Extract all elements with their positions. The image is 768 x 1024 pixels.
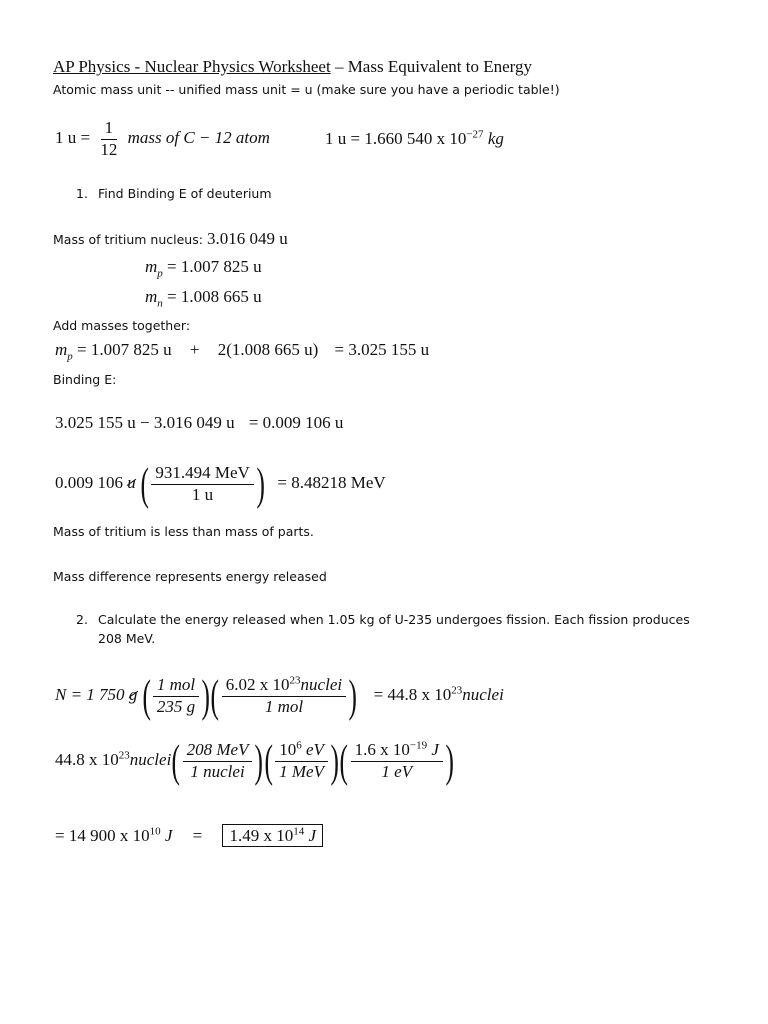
amu-value-exp: −27 [466, 128, 484, 141]
n-result-b: nuclei [462, 684, 504, 704]
q2-text-line1: Calculate the energy released when 1.05 kg of U-235 undergoes fission. Each fission produces [98, 612, 690, 627]
n-f2-num-exp: 23 [289, 674, 301, 687]
note-2: Mass difference represents energy released [53, 569, 327, 584]
right-paren: ) [201, 670, 211, 721]
e-fraction-1 [183, 741, 253, 781]
conv-result: = 8.48218 MeV [277, 472, 386, 492]
q1-heading [76, 186, 272, 201]
amu-frac-den: 12 [100, 139, 118, 159]
final-box-a: 1.49 x 10 [229, 826, 294, 845]
mp-sub: p [157, 267, 163, 280]
e-f2-num-a: 10 [279, 739, 297, 759]
sum-mp-sub: p [67, 350, 73, 363]
mn-value: = 1.008 665 u [162, 287, 262, 306]
sum-result: = 3.025 155 u [334, 340, 430, 359]
left-paren: ( [210, 670, 220, 721]
final-box-exp: 14 [293, 825, 305, 838]
n-result-a: = 44.8 x 10 [373, 684, 452, 704]
conv-num: 931.494 MeV [151, 464, 253, 485]
mp-value: = 1.007 825 u [162, 257, 262, 276]
n-f2-num-b: nuclei [300, 674, 343, 694]
conversion-line [55, 458, 386, 509]
e-f2-num-b: eV [301, 739, 324, 759]
n-lhs: N = 1 750 [55, 684, 125, 704]
final-a: = 14 900 x 10 [55, 826, 150, 845]
energy-line [55, 735, 454, 786]
left-paren: ( [339, 735, 349, 786]
final-exp: 10 [149, 825, 161, 838]
amu-rest: mass of C − 12 atom [127, 128, 270, 148]
sum-mp-symbol: m [55, 340, 68, 359]
q2-heading [76, 612, 690, 627]
amu-fraction [96, 119, 121, 159]
right-paren: ) [348, 670, 357, 721]
left-paren: ( [140, 458, 149, 509]
e-f1-den: 1 nuclei [190, 761, 245, 781]
mn-line [145, 287, 262, 310]
tritium-mass: 3.016 049 u [206, 229, 288, 248]
add-masses-label: Add masses together: [53, 318, 191, 333]
amu-value-lhs: 1 u = 1.660 540 x 10 [325, 129, 467, 148]
q2-number: 2. [76, 612, 88, 627]
mp-symbol: m [145, 257, 158, 276]
sum-line [55, 340, 430, 363]
subtitle: Atomic mass unit -- unified mass unit = u (make sure you have a periodic table!) [53, 82, 560, 97]
difference-equation: 3.025 155 u − 3.016 049 u [55, 413, 235, 432]
e-f2-num-exp: 6 [296, 739, 302, 752]
final-box-b: J [304, 826, 317, 845]
right-paren: ) [445, 735, 454, 786]
tritium-mass-line [53, 229, 288, 249]
final-equals: = [192, 826, 203, 845]
n-f2-num-a: 6.02 x 10 [225, 674, 290, 694]
left-paren: ( [142, 670, 151, 721]
right-paren: ) [254, 735, 264, 786]
e-lhs-exp: 23 [118, 749, 130, 762]
left-paren: ( [264, 735, 273, 786]
sum-plus: + [189, 340, 200, 359]
mn-symbol: m [145, 287, 158, 306]
binding-label: Binding E: [53, 372, 117, 387]
page-title [53, 57, 532, 77]
note-1: Mass of tritium is less than mass of parts. [53, 524, 314, 539]
difference-result: = 0.009 106 u [248, 413, 344, 432]
n-f2-den: 1 mol [264, 696, 304, 716]
n-fraction-1 [153, 676, 199, 716]
e-f3-num-a: 1.6 x 10 [354, 739, 410, 759]
n-g-cancel: g [128, 684, 138, 704]
mp-line [145, 257, 262, 280]
e-f3-num-b: J [427, 739, 439, 759]
e-fraction-3 [351, 741, 443, 781]
q1-text: Find Binding E of deuterium [98, 186, 272, 201]
conv-lhs: 0.009 106 [55, 472, 123, 492]
title-underlined: AP Physics - Nuclear Physics Worksheet [53, 57, 331, 76]
final-answer-line [55, 826, 323, 846]
q2-text-line2: 208 MeV. [98, 631, 156, 646]
left-paren: ( [171, 735, 181, 786]
e-f2-den: 1 MeV [279, 761, 324, 781]
conv-den: 1 u [191, 484, 214, 504]
amu-definition [55, 119, 270, 159]
n-f1-den: 235 g [156, 696, 196, 716]
tritium-label: Mass of tritium nucleus: [53, 232, 203, 247]
nuclei-count-line [55, 670, 504, 721]
right-paren: ) [330, 735, 339, 786]
e-lhs-a: 44.8 x 10 [55, 749, 119, 769]
e-fraction-2 [275, 741, 328, 781]
q1-number: 1. [76, 186, 88, 201]
final-boxed-answer [222, 824, 323, 847]
e-f1-num: 208 MeV [183, 741, 253, 762]
amu-value-unit: kg [483, 129, 504, 148]
n-fraction-2 [222, 676, 346, 716]
n-f1-num: 1 mol [153, 676, 199, 697]
sum-part2: 2(1.008 665 u) [217, 340, 319, 359]
e-lhs-b: nuclei [129, 749, 172, 769]
difference-line [55, 413, 343, 433]
e-f3-num-exp: −19 [409, 739, 428, 752]
n-result-exp: 23 [451, 684, 463, 697]
right-paren: ) [256, 458, 265, 509]
amu-frac-num: 1 [101, 119, 118, 140]
title-rest: – Mass Equivalent to Energy [330, 57, 532, 76]
conv-u-cancel: u [127, 472, 136, 492]
conv-fraction [151, 464, 253, 504]
mn-sub: n [157, 297, 163, 310]
amu-left: 1 u = [55, 128, 91, 148]
e-f3-den: 1 eV [381, 761, 413, 781]
amu-value [325, 129, 504, 149]
final-b: J [160, 826, 173, 845]
sum-part1: = 1.007 825 u [72, 340, 172, 359]
